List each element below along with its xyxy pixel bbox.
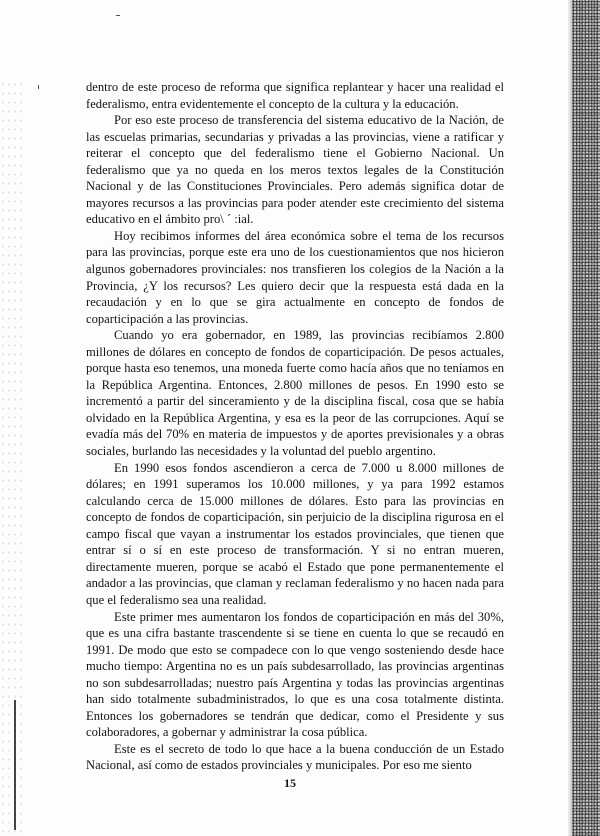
paragraph: Cuando yo era gobernador, en 1989, las provincias recibíamos 2.800 millones de dólares en concepto de fondos de coparticipación. De pesos actuales, porque hasta eso tenemos, una moneda fuerte como hacía años que no teníamos en la República Argentina. Entonces, 2.800 millones de pesos. En 1990 esto se incrementó a partir del sinceramiento y de la disciplina fiscal, cosa que se había olvidado en la República Argentina, y esa es la peor de las corrupciones. Aquí se evadía más del 70% en materia de impuestos y de aportes previsionales y a obras sociales, burlando las necesidades y la voluntad del pueblo argentino.: [86, 328, 504, 459]
scan-speck: [38, 85, 39, 89]
paragraph: Este es el secreto de todo lo que hace a la buena conducción de un Estado Nacional, así como de estados provinciales y municipales. Por eso me siento: [86, 741, 504, 773]
scan-edge: [572, 0, 600, 836]
paragraph: dentro de este proceso de reforma que significa replantear y hacer una realidad el federalismo, entra evidentemente el concepto de la cultura y la educación.: [86, 80, 504, 111]
paragraph: Este primer mes aumentaron los fondos de coparticipación en más del 30%, que es una cifra bastante trascendente si se tiene en cuenta lo que se recaudó en 1991. De modo que esto se compadece con lo que vengo sosteniendo desde hace mucho tiempo: Argentina no es un país subdesarrollado, las provincias argentinas no son subdesarrolladas; nuestro país Argentina y todas las provincias argentinas han sido totalmente subadministrados, lo que es una cosa totalmente distinta. Entonces los gobernadores se tendrán que dedicar, como el Presidente y sus colaboradores, a gobernar y administrar la cosa pública.: [86, 609, 504, 740]
scan-speck: [116, 15, 120, 16]
paragraph: Por eso este proceso de transferencia del sistema educativo de la Nación, de las escuelas primarias, secundarias y privadas a las provincias, viene a ratificar y reiterar el concepto que del federalismo tiene el Gobierno Nacional. Un federalismo que ya no queda en los meros textos legales de la Constitución Nacional y de las Constituciones Provinciales. Pero además significa dotar de mayores recursos a las provincias para poder atender este crecimiento del sistema educativo en el ámbito pro\ ´ :ial.: [86, 113, 504, 227]
binding-mark: [14, 700, 16, 830]
page-number: 15: [284, 776, 296, 790]
scan-noise: [0, 80, 22, 836]
paragraph: En 1990 esos fondos ascendieron a cerca de 7.000 u 8.000 millones de dólares; en 1991 superamos los 10.000 millones, y ya para 1992 estamos calculando cerca de 15.000 millones de dólares. Esto para las provincias en concepto de fondos de coparticipación, sin perjuicio de la disciplina rigurosa en el campo fiscal que vayan a instrumentar los estados provinciales, que tienen que entrar sí o sí en este proceso de transformación. Y si no entran mueren, directamente mueren, porque se acabó el Estado que pone permanentemente el andador a las provincias, que claman y reclaman federalismo y no hacen nada para que el federalismo sea una realidad.: [86, 460, 504, 607]
body-text: [86, 79, 504, 774]
paragraph: Hoy recibimos informes del área económica sobre el tema de los recursos para las provincias, porque este era uno de los cuestionamientos que nos hicieron algunos gobernadores provinciales: nos transfieren los colegios de la Nación a la Provincia, ¿Y los recursos? Les quiero decir que la respuesta está dada en la recaudación y en lo que se gira actualmente en concepto de fondos de coparticipación a las provincias.: [86, 228, 504, 326]
